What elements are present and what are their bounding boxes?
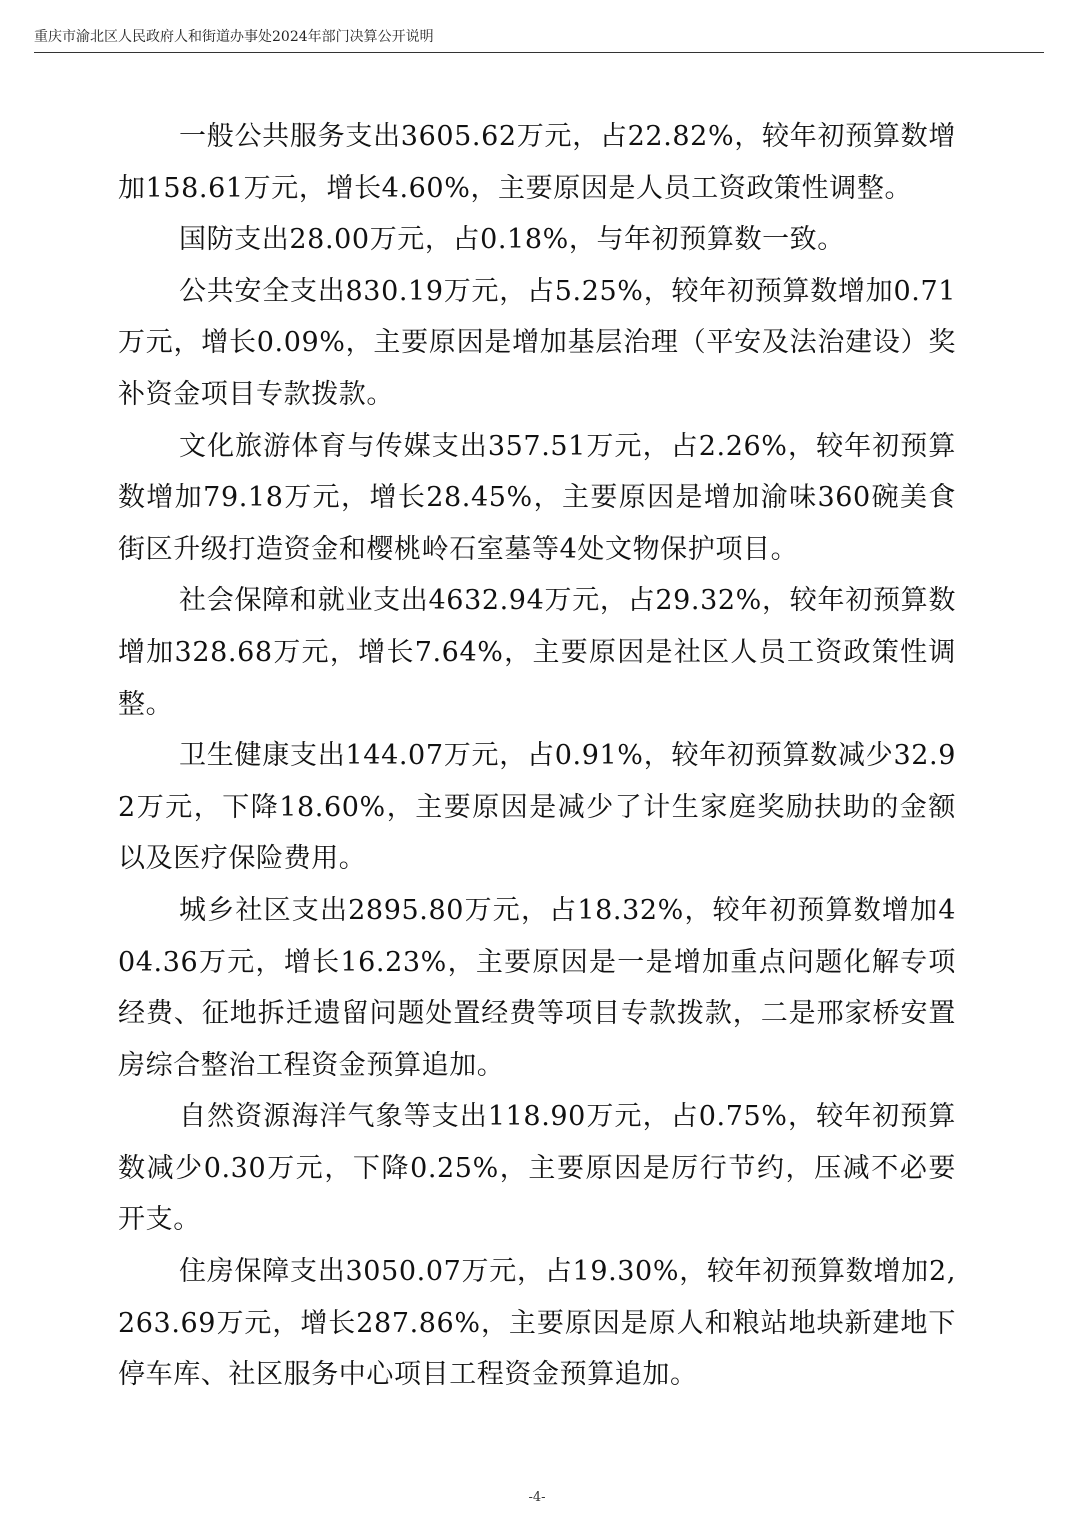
page-number: -4-	[528, 1490, 546, 1505]
paragraph-urban-rural-community: 城乡社区支出2895.80万元，占18.32%，较年初预算数增加404.36万元，增长16.23%，主要原因是一是增加重点问题化解专项经费、征地拆迁遗留问题处置经费等项目专款拨款，二是邢家桥安置房综合整治工程资金预算追加。	[118, 894, 956, 1081]
header-divider	[34, 52, 1044, 53]
paragraph-national-defense: 国防支出28.00万元，占0.18%，与年初预算数一致。	[179, 224, 845, 256]
paragraph-public-security: 公共安全支出830.19万元，占5.25%，较年初预算数增加0.71万元，增长0.09%，主要原因是增加基层治理（平安及法治建设）奖补资金项目专款拨款。	[118, 275, 956, 410]
paragraph-general-public-services: 一般公共服务支出3605.62万元，占22.82%，较年初预算数增加158.61万元，增长4.60%，主要原因是人员工资政策性调整。	[118, 121, 956, 204]
paragraph-natural-resources: 自然资源海洋气象等支出118.90万元，占0.75%，较年初预算数减少0.30万元，下降0.25%，主要原因是厉行节约，压减不必要开支。	[118, 1101, 956, 1236]
paragraph-health: 卫生健康支出144.07万元，占0.91%，较年初预算数减少32.92万元，下降18.60%，主要原因是减少了计生家庭奖励扶助的金额以及医疗保险费用。	[118, 740, 956, 875]
document-body	[118, 111, 956, 1401]
paragraph-social-security-employment: 社会保障和就业支出4632.94万元，占29.32%，较年初预算数增加328.68万元，增长7.64%，主要原因是社区人员工资政策性调整。	[118, 585, 956, 720]
paragraph-culture-tourism-sports-media: 文化旅游体育与传媒支出357.51万元，占2.26%，较年初预算数增加79.18万元，增长28.45%，主要原因是增加渝味360碗美食街区升级打造资金和樱桃岭石室墓等4处文物保护项目。	[118, 430, 956, 565]
paragraph-housing-security: 住房保障支出3050.07万元，占19.30%，较年初预算数增加2,263.69万元，增长287.86%，主要原因是原人和粮站地块新建地下停车库、社区服务中心项目工程资金预算追加。	[118, 1256, 956, 1391]
page-header: 重庆市渝北区人民政府人和街道办事处2024年部门决算公开说明	[34, 29, 434, 45]
